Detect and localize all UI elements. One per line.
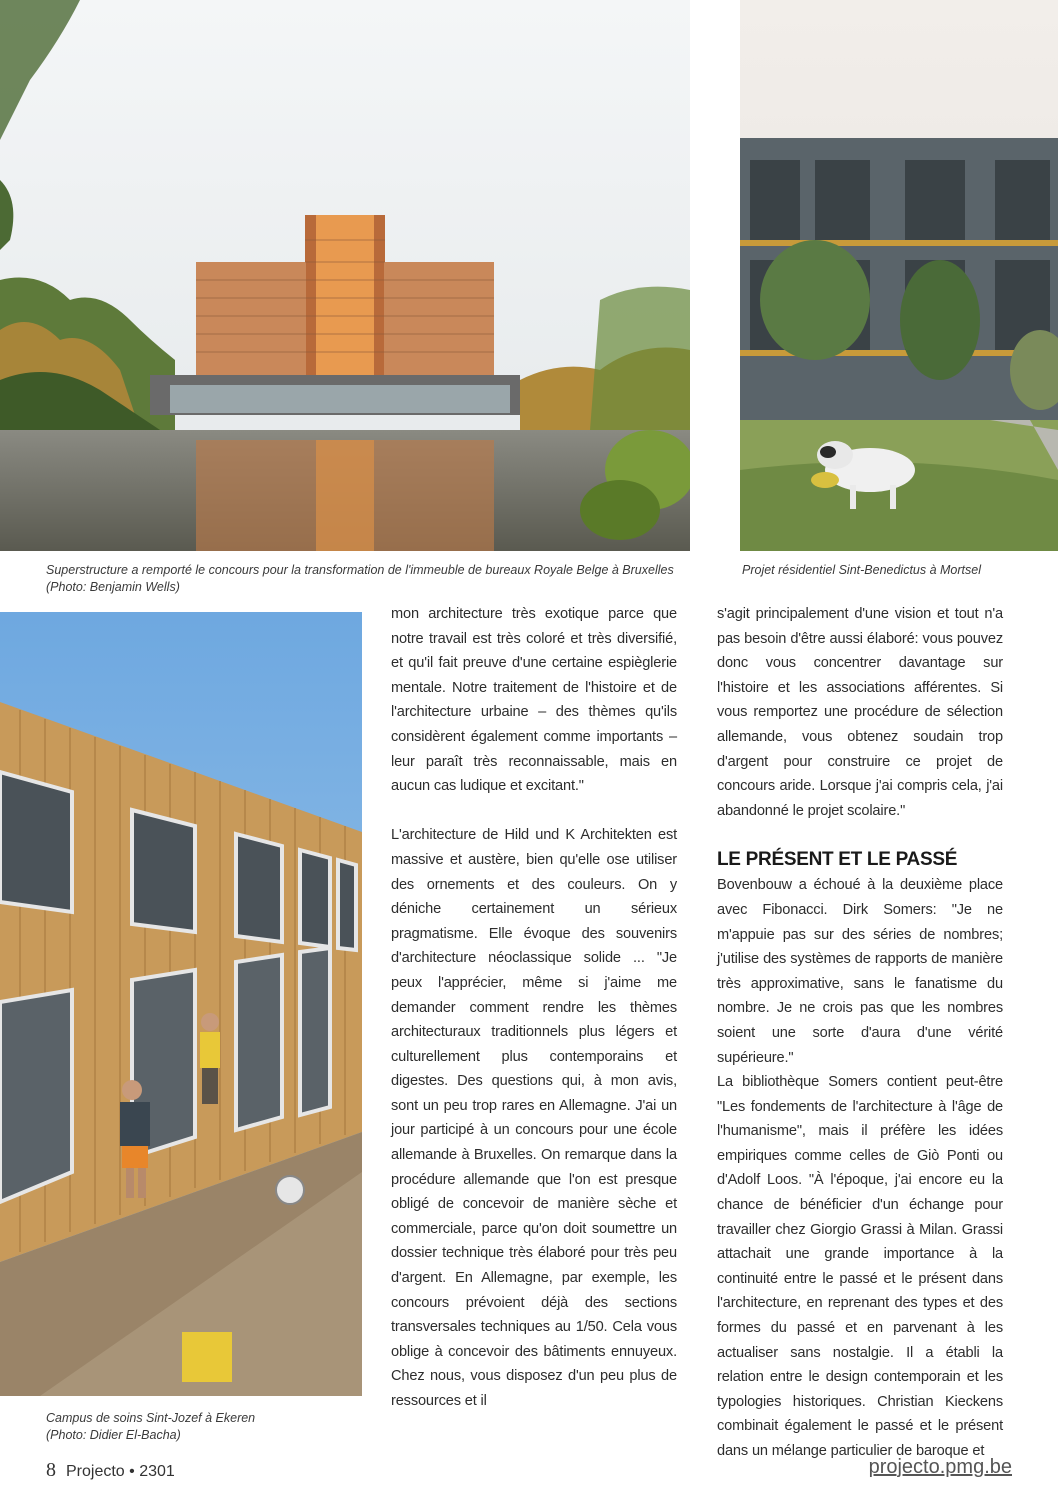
article-paragraph: mon architecture très exotique parce que notre travail est très coloré et très diversifié, et qu'il fait preuve d'une certaine espièglerie mentale. Notre traitement de l'histoire et de l'architecture urbaine – des thèmes qu'ils considèrent également comme importants – leur paraît très reconnaissable, mais en aucun cas ludique et excitant." (391, 606, 677, 795)
residential-photo-caption-text: Projet résidentiel Sint-Benedictus à Mortsel (742, 563, 982, 577)
article-paragraph: Bovenbouw a échoué à la deuxième place avec Fibonacci. Dirk Somers: "Je ne m'appuie pas sur des séries de nombres; j'utilise des systèmes de rapports de manière très approximative, sans le fanatisme du nombre. Je ne crois pas que les nombres soient une sorte d'aura d'une vérité supérieure." (717, 877, 1003, 1066)
residential-photo (740, 0, 1058, 551)
website-link[interactable]: projecto.pmg.be (868, 1456, 1012, 1478)
building-photo (0, 0, 690, 551)
article-paragraph: L'architecture de Hild und K Architekten est massive et austère, bien qu'elle ose utiliser des ornements et des couleurs. On y déniche certainement un sérieux pragmatisme. Elle évoque des souvenirs d'architecture néoclassique solide ... "Je peux l'apprécier, même si j'aime me demander comment rendre les thèmes architecturaux traditionnels plus légers et culturellement plus contemporains et digestes. Des questions qui, à mon avis, sont un peu trop rares en Allemagne. J'ai un jour participé à un concours pour une école allemande à Bruxelles. On remarque dans la procédure allemande que l'on est presque obligé de concevoir de manière sèche et commerciale, parce qu'on doit soumettre un dossier technique très élaboré pour très peu d'argent. En Allemagne, par exemple, les concours prévoient déjà des sections transversales techniques au 1/50. Cela vous oblige à concevoir des bâtiments ennuyeux. Chez nous, vous disposez d'un peu plus de ressources et il (391, 827, 677, 1409)
main-photo-caption-text: Superstructure a remporté le concours pour la transformation de l'immeuble de bureaux Royale Belge à Bruxelles (46, 563, 674, 577)
main-photo-credit: (Photo: Benjamin Wells) (46, 580, 180, 594)
page-number: 8 (46, 1459, 56, 1481)
main-photo-caption (46, 562, 686, 596)
article-column-2 (717, 602, 1003, 1464)
campus-photo (0, 612, 362, 1396)
campus-photo-credit: (Photo: Didier El-Bacha) (46, 1428, 181, 1442)
article-paragraph: s'agit principalement d'une vision et tout n'a pas besoin d'être aussi élaboré: vous pouvez donc vous concentrer davantage sur l'histoire et les associations afférentes. Si vous remportez une procédure de sélection allemande, vous obtenez soudain trop d'argent pour construire ce projet de concours aride. Lorsque j'ai compris cela, j'ai abandonné le projet scolaire." (717, 606, 1003, 819)
page-footer (46, 1459, 175, 1482)
campus-photo-caption-text: Campus de soins Sint-Jozef à Ekeren (46, 1411, 256, 1425)
residential-photo-caption (742, 562, 1042, 579)
section-heading: LE PRÉSENT ET LE PASSÉ (717, 849, 958, 871)
magazine-issue: Projecto • 2301 (66, 1463, 175, 1480)
campus-photo-caption (46, 1410, 346, 1444)
article-column-1 (391, 602, 677, 1414)
article-paragraph: La bibliothèque Somers contient peut-être "Les fondements de l'architecture à l'âge de l'humanisme", mais il préfère les idées empiriques comme celles de Giò Ponti ou d'Adolf Loos. "À l'époque, j'ai encore eu la chance de bénéficier d'un échange pour travailler chez Giorgio Grassi à Milan. Grassi attachait une grande importance à la continuité entre le passé et le présent dans l'architecture, en reprenant des types et des formes du passé et en parvenant à les actualiser sans nostalgie. Il a établi la relation entre le design contemporain et les typologies historiques. Christian Kieckens combinait également le passé et le présent dans un mélange particulier de baroque et (717, 1074, 1003, 1459)
